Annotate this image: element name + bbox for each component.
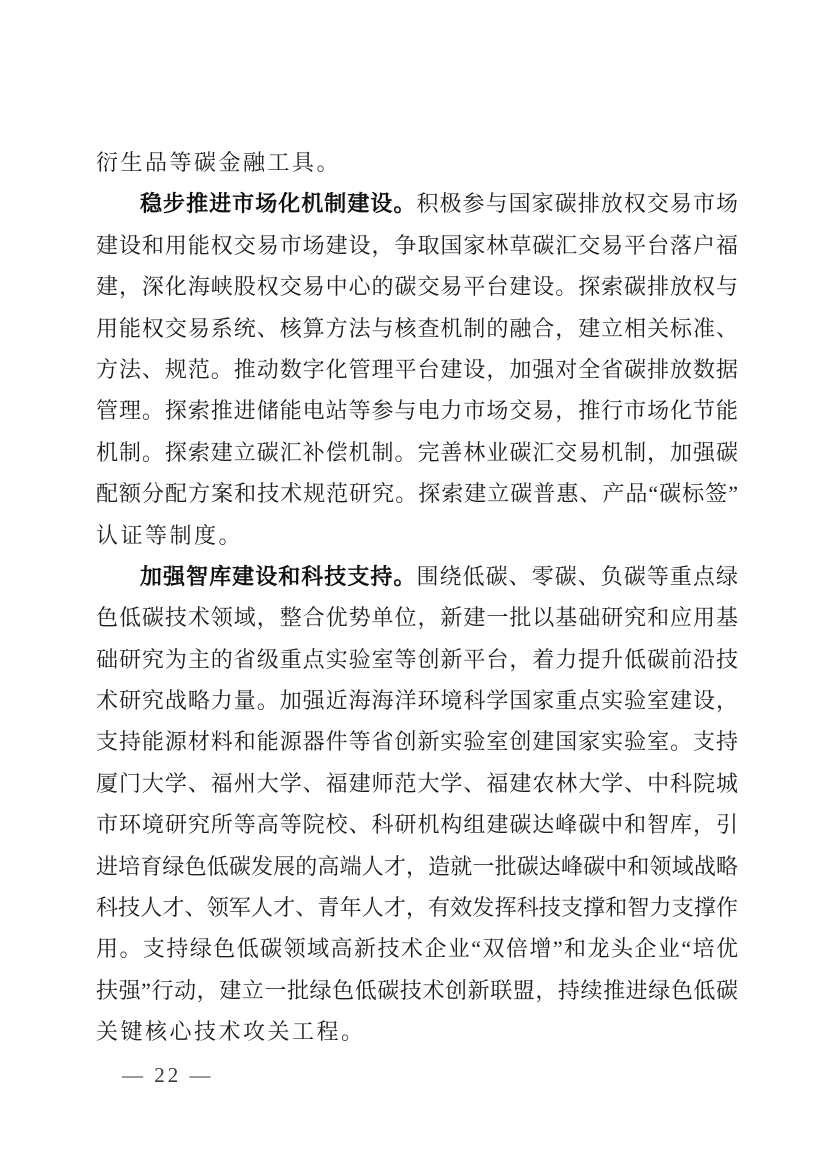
text-line <box>96 556 738 597</box>
text-line: 础研究为主的省级重点实验室等创新平台，着力提升低碳前沿技 <box>96 646 738 672</box>
text-line: 术研究战略力量。加强近海海洋环境科学国家重点实验室建设， <box>96 688 738 714</box>
text-line: 建，深化海峡股权交易中心的碳交易平台建设。探索碳排放权与 <box>96 274 738 300</box>
text-line: 科技人才、领军人才、青年人才，有效发挥科技支撑和智力支撑作 <box>96 895 738 921</box>
text-line: 建设和用能权交易市场建设，争取国家林草碳汇交易平台落户福 <box>96 232 738 258</box>
text-line: 认证等制度。 <box>96 522 244 548</box>
text-line: 扶强”行动，建立一批绿色低碳技术创新联盟，持续推进绿色低碳 <box>96 977 738 1003</box>
text-line <box>96 183 738 224</box>
body-text <box>96 142 738 1053</box>
text-line: 衍生品等碳金融工具。 <box>96 150 342 175</box>
text-line: 支持能源材料和能源器件等省创新实验室创建国家实验室。支持 <box>96 729 738 755</box>
paragraph-bold-lead: 加强智库建设和科技支持。 <box>140 563 417 589</box>
text-line: 配额分配方案和技术规范研究。探索建立碳普惠、产品“碳标签” <box>96 481 738 507</box>
text-line: 用能权交易系统、核算方法与核查机制的融合，建立相关标准、 <box>96 315 738 341</box>
paragraph-text: 围绕低碳、零碳、负碳等重点绿 <box>416 563 738 589</box>
text-line: 关键核心技术攻关工程。 <box>96 1019 366 1045</box>
text-line: 管理。探索推进储能电站等参与电力市场交易，推行市场化节能 <box>96 398 738 424</box>
text-line: 方法、规范。推动数字化管理平台建设，加强对全省碳排放数据 <box>96 356 738 382</box>
paragraph-text: 积极参与国家碳排放权交易市场 <box>416 191 738 217</box>
text-line: 市环境研究所等高等院校、科研机构组建碳达峰碳中和智库，引 <box>96 812 738 838</box>
text-line: 进培育绿色低碳发展的高端人才，造就一批碳达峰碳中和领域战略 <box>96 853 738 879</box>
text-line: 机制。探索建立碳汇补偿机制。完善林业碳汇交易机制，加强碳 <box>96 439 738 465</box>
text-line: 色低碳技术领域，整合优势单位，新建一批以基础研究和应用基 <box>96 605 738 631</box>
text-line: 厦门大学、福州大学、福建师范大学、福建农林大学、中科院城 <box>96 770 738 796</box>
page-number: — 22 — <box>122 1063 214 1087</box>
paragraph-bold-lead: 稳步推进市场化机制建设。 <box>140 191 417 217</box>
text-line: 用。支持绿色低碳领域高新技术企业“双倍增”和龙头企业“培优 <box>96 936 738 962</box>
